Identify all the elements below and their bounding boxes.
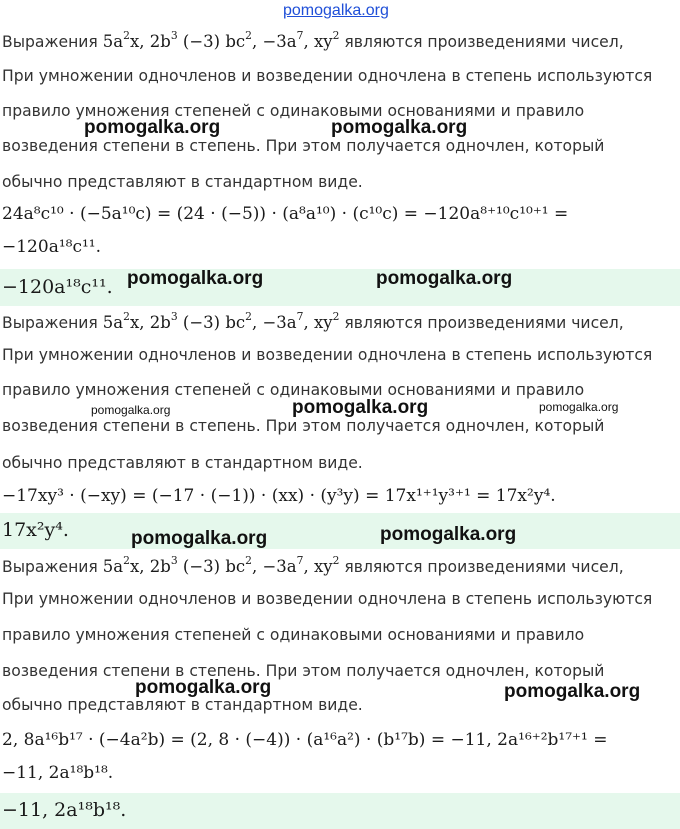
answer: 17x²y⁴. [2, 519, 69, 541]
watermark: pomogalka.org [84, 117, 221, 138]
answer: −11, 2a¹⁸b¹⁸. [2, 799, 127, 821]
intro-line-2: При умножении одночленов и возведении одночлена в степень используются [2, 346, 653, 364]
watermark: pomogalka.org [376, 268, 513, 289]
site-link[interactable]: pomogalka.org [283, 2, 389, 19]
watermark: pomogalka.org [91, 403, 171, 417]
calculation-line: −120a¹⁸c¹¹. [2, 237, 102, 257]
calculation-line: −17xy³ · (−xy) = (−17 · (−1)) · (xx) · (y³y) = 17x¹⁺¹y³⁺¹ = 17x²y⁴. [2, 486, 556, 506]
watermark: pomogalka.org [292, 397, 429, 418]
intro-line-3: правило умножения степеней с одинаковыми основаниями и правило [2, 626, 585, 644]
intro-line-5: обычно представляют в стандартном виде. [2, 696, 363, 714]
intro-line-4: возведения степени в степень. При этом получается одночлен, который [2, 662, 605, 680]
intro-line-1: Выражения $5a^2x$, $2b^3$ (−3) $bc^2$, $-3a^7$, $xy^2$ являются произведениями чисел, [2, 554, 624, 576]
intro-line-2: При умножении одночленов и возведении одночлена в степень используются [2, 67, 653, 85]
calculation-line: 2, 8a¹⁶b¹⁷ · (−4a²b) = (2, 8 · (−4)) · (a¹⁶a²) · (b¹⁷b) = −11, 2a¹⁶⁺²b¹⁷⁺¹ = [2, 730, 608, 750]
intro-line-5: обычно представляют в стандартном виде. [2, 454, 363, 472]
watermark: pomogalka.org [127, 268, 264, 289]
intro-line-3: правило умножения степеней с одинаковыми основаниями и правило [2, 102, 585, 120]
watermark: pomogalka.org [131, 528, 268, 549]
intro-line-2: При умножении одночленов и возведении одночлена в степень используются [2, 590, 653, 608]
answer-band [0, 513, 680, 549]
watermark: pomogalka.org [539, 400, 619, 414]
intro-line-4: возведения степени в степень. При этом получается одночлен, который [2, 417, 605, 435]
expression-list: $5a^2x$, $2b^3$ (−3) $bc^2$, $-3a^7$, $xy^2$ [102, 554, 340, 576]
watermark: pomogalka.org [504, 681, 641, 702]
watermark: pomogalka.org [135, 677, 272, 698]
intro-line-3: правило умножения степеней с одинаковыми основаниями и правило [2, 381, 585, 399]
answer: −120a¹⁸c¹¹. [2, 276, 113, 298]
expression-list: $5a^2x$, $2b^3$ (−3) $bc^2$, $-3a^7$, $xy^2$ [102, 29, 340, 51]
watermark: pomogalka.org [331, 117, 468, 138]
watermark: pomogalka.org [380, 524, 517, 545]
calculation-line: 24a⁸c¹⁰ · (−5a¹⁰c) = (24 · (−5)) · (a⁸a¹⁰) · (c¹⁰c) = −120a⁸⁺¹⁰c¹⁰⁺¹ = [2, 204, 569, 224]
intro-line-1: Выражения $5a^2x$, $2b^3$ (−3) $bc^2$, $-3a^7$, $xy^2$ являются произведениями чисел, [2, 310, 624, 332]
expression-list: $5a^2x$, $2b^3$ (−3) $bc^2$, $-3a^7$, $xy^2$ [102, 310, 340, 332]
intro-line-1: Выражения $5a^2x$, $2b^3$ (−3) $bc^2$, $-3a^7$, $xy^2$ являются произведениями чисел, [2, 29, 624, 51]
intro-line-5: обычно представляют в стандартном виде. [2, 173, 363, 191]
intro-line-4: возведения степени в степень. При этом получается одночлен, который [2, 137, 605, 155]
calculation-line: −11, 2a¹⁸b¹⁸. [2, 763, 114, 783]
